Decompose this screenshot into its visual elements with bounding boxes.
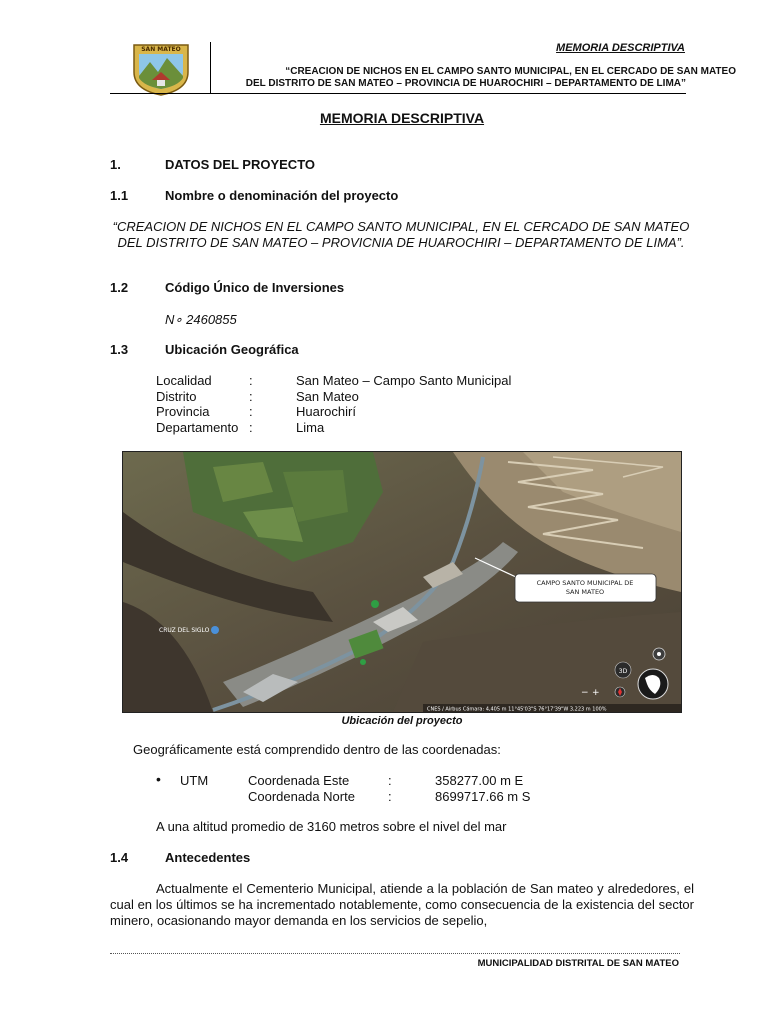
- location-value: Lima: [296, 420, 325, 435]
- location-label: Distrito: [156, 389, 197, 404]
- project-name: “CREACION DE NICHOS EN EL CAMPO SANTO MUNICIPAL, EN EL CERCADO DE SAN MATEO DEL DISTRITO DE SAN MATEO – PROVICNIA DE HUAROCHIRI – DEPARTAMENTO DE LIMA”.: [112, 219, 690, 250]
- coordinate-label: Coordenada Este: [248, 773, 350, 788]
- map-caption: Ubicación del proyecto: [341, 715, 463, 727]
- coordinate-separator: :: [388, 773, 392, 788]
- section-1-2-heading: [110, 280, 710, 298]
- section-number: 1.2: [110, 280, 129, 295]
- location-separator: :: [249, 404, 253, 419]
- satellite-map: [122, 451, 682, 713]
- location-value: San Mateo: [296, 389, 359, 404]
- map-3d-button-label: 3D: [618, 668, 628, 675]
- map-callout-line-1: CAMPO SANTO MUNICIPAL DE: [536, 579, 634, 587]
- section-1-4-heading: [110, 850, 710, 868]
- coordinates-intro: Geográficamente está comprendido dentro de las coordenadas:: [133, 742, 501, 757]
- coordinate-row-norte: [248, 789, 568, 805]
- header-project-line-1: “CREACION DE NICHOS EN EL CAMPO SANTO MUNICIPAL, EN EL CERCADO DE SAN MATEO: [285, 66, 736, 77]
- location-label: Provincia: [156, 404, 210, 419]
- section-title: Ubicación Geográfica: [165, 342, 299, 357]
- altitude-text: A una altitud promedio de 3160 metros sobre el nivel del mar: [156, 819, 507, 834]
- map-label-cruz-del-siglo: CRUZ DEL SIGLO: [159, 627, 210, 634]
- location-separator: :: [249, 373, 253, 388]
- location-row-distrito: [156, 389, 606, 405]
- map-attribution: CNES / Airbus Cámara: 4,405 m 11°45'03"S 76°17'39"W 3,223 m 100%: [427, 706, 607, 712]
- coordinate-value: 358277.00 m E: [435, 773, 524, 788]
- section-1-heading: [110, 157, 710, 175]
- header-project-line-2: DEL DISTRITO DE SAN MATEO – PROVINCIA DE HUAROCHIRI – DEPARTAMENTO DE LIMA”: [245, 78, 686, 89]
- section-title: Código Único de Inversiones: [165, 280, 345, 295]
- coordinate-separator: :: [388, 789, 392, 804]
- coordinate-row-este: [248, 773, 568, 789]
- section-number: 1.: [110, 157, 121, 172]
- map-callout-line-2: SAN MATEO: [565, 588, 605, 596]
- section-title: Nombre o denominación del proyecto: [165, 188, 399, 203]
- investment-code: N∘ 2460855: [165, 312, 237, 327]
- section-1-1-heading: [110, 188, 710, 206]
- location-separator: :: [249, 420, 253, 435]
- section-number: 1.4: [110, 850, 129, 865]
- svg-text:−: −: [581, 688, 589, 698]
- location-label: Departamento: [156, 420, 239, 435]
- location-row-departamento: [156, 420, 606, 436]
- location-value: San Mateo – Campo Santo Municipal: [296, 373, 512, 388]
- utm-label: UTM: [180, 773, 209, 788]
- location-row-provincia: [156, 404, 606, 420]
- section-title: Antecedentes: [165, 850, 251, 865]
- svg-text:+: +: [592, 688, 600, 698]
- location-label: Localidad: [156, 373, 212, 388]
- document-title: MEMORIA DESCRIPTIVA: [319, 110, 485, 126]
- location-row-localidad: [156, 373, 606, 389]
- footer-divider: [110, 953, 680, 954]
- bullet-icon: •: [156, 771, 161, 787]
- section-1-3-heading: [110, 342, 710, 360]
- header-divider-vertical: [210, 42, 211, 94]
- section-number: 1.3: [110, 342, 129, 357]
- municipality-logo: [130, 42, 192, 96]
- logo-lettering: SAN MATEO: [141, 46, 181, 53]
- section-title: DATOS DEL PROYECTO: [165, 157, 316, 172]
- location-separator: :: [249, 389, 253, 404]
- antecedentes-paragraph: Actualmente el Cementerio Municipal, atiende a la población de San mateo y alrededores, el cual en los últimos se ha incrementado notablemente, como consecuencia de la existencia del sector minero, ocasionando mayor demanda en los servicios de sepelio,: [110, 881, 694, 928]
- coordinate-label: Coordenada Norte: [248, 789, 355, 804]
- section-number: 1.1: [110, 188, 129, 203]
- footer-municipality: MUNICIPALIDAD DISTRITAL DE SAN MATEO: [477, 958, 679, 969]
- header-divider-horizontal: [110, 93, 686, 94]
- coordinate-value: 8699717.66 m S: [435, 789, 531, 804]
- location-value: Huarochirí: [296, 404, 356, 419]
- header-doc-label: MEMORIA DESCRIPTIVA: [556, 42, 685, 54]
